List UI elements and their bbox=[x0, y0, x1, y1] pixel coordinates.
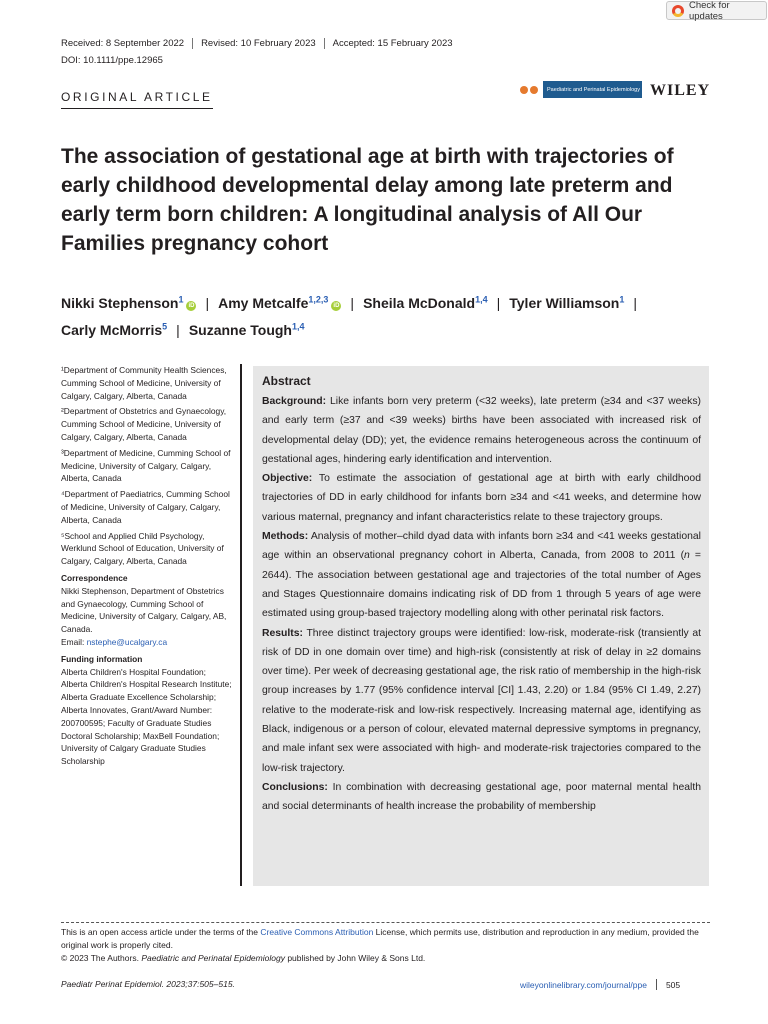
author-separator: | bbox=[633, 294, 637, 311]
page-footer-right bbox=[520, 979, 680, 990]
article-title: The association of gestational age at birth with trajectories of early childhood developmental delay among late preterm and early term born children: A longitudinal analysis of All Our Families pregnancy cohort bbox=[61, 145, 674, 255]
license-footnote bbox=[61, 926, 716, 965]
journal-url-link[interactable]: wileyonlinelibrary.com/journal/ppe bbox=[520, 979, 647, 990]
license-text: This is an open access article under the terms of the Creative Commons Attribution License, which permits use, distribution and reproduction in any medium, provided the original work is properly cited. bbox=[61, 927, 699, 950]
page-number: 505 bbox=[665, 979, 681, 990]
abstract-heading: Abstract bbox=[262, 374, 311, 388]
copyright-text: © 2023 The Authors. Paediatric and Perinatal Epidemiology published by John Wiley & Sons Ltd. bbox=[61, 953, 426, 963]
author-separator: | bbox=[176, 322, 180, 339]
received-date: Received: 8 September 2022 bbox=[61, 38, 185, 49]
author-separator: | bbox=[496, 294, 501, 311]
accepted-date: Accepted: 15 February 2023 bbox=[324, 38, 461, 49]
affiliation: ⁵School and Applied Child Psychology, Werklund School of Education, University of Calgary, Calgary, Alberta, Canada bbox=[61, 530, 224, 567]
doi[interactable]: DOI: 10.1111/ppe.12965 bbox=[61, 55, 163, 66]
author-list bbox=[61, 287, 711, 342]
publication-dates bbox=[61, 38, 461, 49]
crossmark-icon bbox=[672, 5, 684, 17]
funding-text: Alberta Children's Hospital Foundation; Alberta Children's Hospital Research Institute; Alberta Graduate Excellence Scholarship; Alberta Innovates, Grant/Award Number: 200700595; Faculty of Graduate Studies Doctoral Scholarship; MaxBell Foundation; University of Calgary Graduate Studies Scholarship bbox=[61, 666, 232, 767]
author[interactable]: Nikki Stephenson$^1$iD bbox=[61, 294, 195, 311]
abstract-conclusions: Conclusions: In combination with decreasing gestational age, poor maternal mental health and social determinants of health increase the probability of membership bbox=[262, 781, 702, 813]
footer-divider bbox=[656, 979, 657, 990]
orcid-icon[interactable]: iD bbox=[333, 302, 340, 309]
funding-heading: Funding information bbox=[61, 653, 143, 664]
article-type: ORIGINAL ARTICLE bbox=[61, 90, 213, 109]
correspondence-heading: Correspondence bbox=[61, 572, 128, 583]
affiliation: ¹Department of Community Health Sciences, Cumming School of Medicine, University of Calgary, Calgary, Alberta, Canada bbox=[61, 365, 227, 401]
abstract-methods: Methods: Analysis of mother–child dyad data with infants born ≥34 and <41 weeks gestational age within an observational pregnancy cohort in Alberta, Canada, from 2008 to 2011 (n = 2644). The association between gestational age and trajectories of the total number of Ages and Stages Questionnaire domains indicating risk of DD from 1 through 5 years of age were estimated using group-based trajectory modelling along with other perinatal risk factors. bbox=[262, 531, 701, 620]
license-link[interactable]: Creative Commons Attribution bbox=[260, 927, 374, 937]
column-divider bbox=[240, 364, 242, 886]
revised-date: Revised: 10 February 2023 bbox=[192, 38, 324, 49]
affiliation: ⁴Department of Paediatrics, Cumming School of Medicine, University of Calgary, Calgary, Alberta, Canada bbox=[61, 489, 230, 525]
journal-logo-text: Paediatric and Perinatal Epidemiology bbox=[547, 86, 640, 93]
journal-logo bbox=[515, 81, 642, 98]
affiliation: ³Department of Medicine, Cumming School of Medicine, University of Calgary, Calgary, Alberta, Canada bbox=[61, 447, 231, 484]
author[interactable]: Suzanne Tough$^{1,4}$ bbox=[188, 321, 305, 339]
author[interactable]: Sheila McDonald$^{1,4}$ bbox=[363, 294, 488, 311]
orcid-icon[interactable]: iD bbox=[188, 302, 195, 309]
abstract-results: Results: Three distinct trajectory groups were identified: low-risk, moderate-risk (transiently at risk of DD in one domain over time) and high-risk (consistently at risk of delay in ≥2 domains over time). Per week of decreasing gestational age, the risk ratio of membership in the high-risk group increases by 1.77 (95% confidence interval [CI] 1.43, 2.20) or 1.84 (95% CI 1.49, 2.27) relative to the moderate-risk and low-risk respectively. Increasing maternal age, identifying as Black, indigenous or a person of colour, elevated maternal depressive symptoms in pregnancy, and male infant sex were associated with high- and moderate-risk trajectories compared to the low-risk trajectory. bbox=[262, 627, 702, 774]
author[interactable]: Tyler Williamson$^1$ bbox=[509, 294, 625, 311]
author-separator: | bbox=[350, 294, 355, 311]
correspondence-text: Nikki Stephenson, Department of Obstetrics and Gynaecology, Cumming School of Medicine, University of Calgary, Calgary, AB, Canada. Email: nstephe@ucalgary.ca bbox=[61, 585, 227, 647]
abstract-box bbox=[253, 366, 709, 886]
check-for-updates-label: Check for updates bbox=[688, 0, 730, 22]
footnote-divider bbox=[61, 922, 710, 923]
sidebar-info bbox=[61, 364, 233, 771]
journal-citation: Paediatr Perinat Epidemiol. 2023;37:505–515. bbox=[61, 979, 235, 989]
author[interactable]: Carly McMorris$^5$ bbox=[61, 321, 168, 339]
author-separator: | bbox=[205, 294, 210, 311]
journal-logo-mark-icon bbox=[515, 81, 543, 98]
abstract-background: Background: Like infants born very preterm (<32 weeks), late preterm (≥34 and <37 weeks) and early term (≥37 and <39 weeks) births have been associated with increased risk of developmental delay (DD); yet, the evidence remains heterogeneous across the continuum of gestational ages, hindering early identification and intervention. bbox=[262, 396, 701, 465]
affiliation: ²Department of Obstetrics and Gynaecology, Cumming School of Medicine, University of Calgary, Calgary, Alberta, Canada bbox=[61, 406, 227, 442]
correspondence-email-link[interactable]: nstephe@ucalgary.ca bbox=[86, 636, 168, 647]
publisher-logo: WILEY bbox=[650, 82, 711, 99]
check-for-updates-button[interactable] bbox=[666, 1, 767, 20]
author[interactable]: Amy Metcalfe$^{1,2,3}$iD bbox=[218, 294, 340, 311]
abstract-objective: Objective: To estimate the association of gestational age at birth with early childhood trajectories of DD in early childhood for infants born ≥34 and <41 weeks, and determine how various maternal, pregnancy and infant characteristics relate to these trajectory groups. bbox=[262, 473, 701, 523]
